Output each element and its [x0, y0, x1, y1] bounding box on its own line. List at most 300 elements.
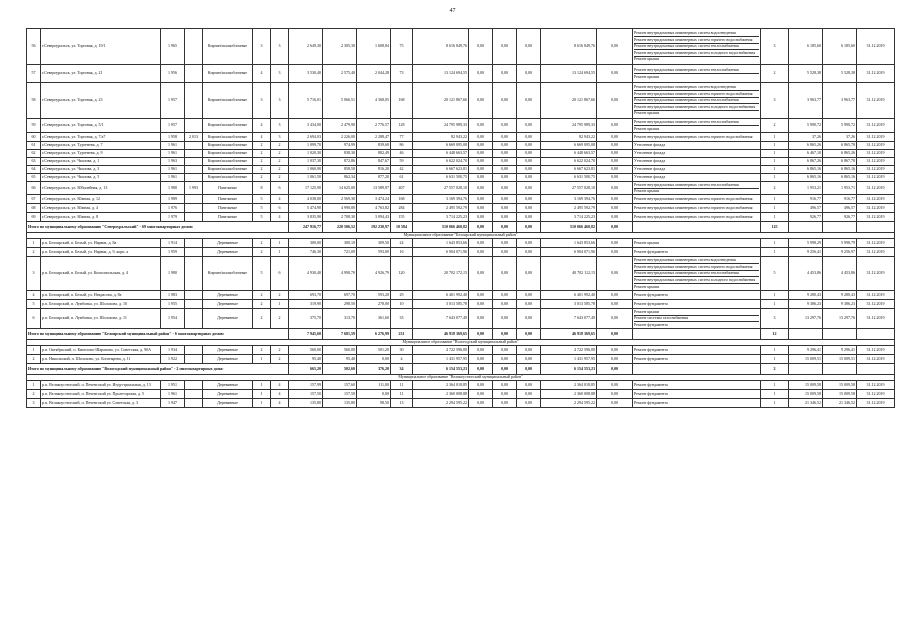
unit-cost-limit: 6 865,78	[823, 142, 857, 150]
works-count: 5	[761, 257, 789, 291]
cost-fund-1: 0,00	[469, 133, 493, 142]
address-cell: р.п. Никольский, п. Шолохово, ул. Богатырева, д. 11	[41, 354, 161, 363]
wall-material: Кирпич/шлакоблочные	[203, 142, 253, 150]
planned-date: 31.12.2019	[857, 195, 895, 204]
cost-owners: 2 364 018,85	[541, 380, 597, 389]
residents-count: 155	[391, 213, 413, 222]
total-s3: 192 230,97	[357, 222, 391, 233]
cost-other: 0,00	[597, 309, 633, 329]
works-list	[634, 347, 759, 353]
address-cell: г.Североуральск, ул. Торговая, д. 21	[41, 65, 161, 83]
cost-fund-2: 0,00	[493, 158, 517, 166]
premises-area: 2 288,47	[357, 133, 391, 142]
planned-date: 31.12.2019	[857, 257, 895, 291]
entrances-count: 2	[271, 345, 289, 354]
cost-other: 0,00	[597, 291, 633, 300]
cost-fund-1: 0,00	[469, 239, 493, 248]
total-s1: 247 916,77	[289, 222, 323, 233]
premises-area: 0,00	[357, 389, 391, 398]
cost-owners: 2 360 008,88	[541, 389, 597, 398]
planned-date: 31.12.2019	[857, 354, 895, 363]
table-body	[27, 29, 895, 408]
unit-cost: 9 256,41	[789, 248, 823, 257]
unit-cost-limit: 6 865,16	[823, 166, 857, 174]
floors-count: 8	[253, 182, 271, 195]
wall-material: Кирпич/шлакоблочные	[203, 29, 253, 65]
total-cost: 2 364 018,85	[413, 380, 469, 389]
planned-date: 31.12.2019	[857, 380, 895, 389]
address-cell: р.п. Белоярский, п. Лумбовка, ул. Шолохова, д. 10	[41, 300, 161, 309]
total-cost: 510 066 460,82	[413, 222, 469, 233]
unit-cost-limit: 6 867,78	[823, 158, 857, 166]
repair-works-list	[633, 158, 761, 166]
cost-other: 0,00	[597, 119, 633, 133]
wall-material: Деревянные	[203, 309, 253, 329]
residential-area: 858,50	[323, 166, 357, 174]
premises-area: 4 926,79	[357, 257, 391, 291]
work-item: Ремонт внутридомовых инженерных систем горячего водоснабжения	[634, 213, 753, 219]
cost-fund-3: 0,00	[517, 213, 541, 222]
address-cell: р.п. Великоустюгский, п. Печенгский ул. Индустриальная, д. 13	[41, 380, 161, 389]
row-number: 2	[27, 389, 41, 398]
year-last-repair	[185, 213, 203, 222]
floors-count: 5	[253, 257, 271, 291]
table-row	[27, 389, 895, 398]
address-cell: г.Североуральск, ул. Тургенева, д. 9	[41, 150, 161, 158]
year-last-repair	[185, 354, 203, 363]
total-s2: 502,60	[323, 363, 357, 374]
row-number: 63	[27, 158, 41, 166]
repair-works-list	[633, 213, 761, 222]
cost-fund-3: 0,00	[517, 257, 541, 291]
year-last-repair	[185, 83, 203, 119]
work-item: Ремонт крыши	[634, 283, 660, 289]
works-list	[634, 214, 759, 220]
cost-owners: 6 667 623,81	[541, 166, 597, 174]
total-c3: 0,00	[517, 328, 541, 339]
row-number: 65	[27, 174, 41, 182]
year-built: 1 956	[161, 65, 185, 83]
repair-works-list	[633, 133, 761, 142]
residential-area: 2 226,00	[323, 133, 357, 142]
total-area: 157,50	[289, 389, 323, 398]
table-row	[27, 257, 895, 291]
total-s3: 376,20	[357, 363, 391, 374]
table-row	[27, 182, 895, 195]
wall-material: Деревянные	[203, 389, 253, 398]
total-row	[27, 328, 895, 339]
address-cell: г.Североуральск, ул. Тургенева, д. 7	[41, 142, 161, 150]
cost-fund-1: 0,00	[469, 182, 493, 195]
works-list	[634, 391, 759, 397]
unit-cost-limit: 916,77	[823, 195, 857, 204]
unit-cost: 9 386,23	[789, 300, 823, 309]
row-number: 2	[27, 354, 41, 363]
year-built: 1 976	[161, 204, 185, 213]
total-c3: 0,00	[517, 222, 541, 233]
cost-fund-2: 0,00	[493, 142, 517, 150]
cost-fund-2: 0,00	[493, 133, 517, 142]
year-last-repair	[185, 150, 203, 158]
cost-fund-1: 0,00	[469, 142, 493, 150]
residents-count: 24	[391, 239, 413, 248]
wall-material: Кирпич/шлакоблочные	[203, 150, 253, 158]
total-c2: 0,00	[493, 363, 517, 374]
row-number: 3	[27, 398, 41, 407]
premises-area: 847,67	[357, 158, 391, 166]
wall-material: Деревянные	[203, 248, 253, 257]
total-cost: 3 714 225,23	[413, 213, 469, 222]
unit-cost: 3 963,77	[789, 83, 823, 119]
year-last-repair	[185, 166, 203, 174]
planned-date: 31.12.2019	[857, 29, 895, 65]
residential-area: 2 575,40	[323, 65, 357, 83]
unit-cost-limit: 21 346,52	[823, 398, 857, 407]
works-list	[634, 382, 759, 388]
section-title: Муниципальное образование "Великоустюгский муниципальный район"	[27, 374, 895, 380]
cost-fund-1: 0,00	[469, 398, 493, 407]
row-number: 64	[27, 166, 41, 174]
cost-fund-1: 0,00	[469, 204, 493, 213]
total-area: 2 649,30	[289, 29, 323, 65]
cost-fund-2: 0,00	[493, 150, 517, 158]
premises-area: 361,60	[357, 309, 391, 329]
total-area: 300,00	[289, 239, 323, 248]
total-empty-3	[857, 222, 895, 233]
total-cost: 2 360 008,88	[413, 389, 469, 398]
unit-cost-limit: 926,77	[823, 213, 857, 222]
unit-cost: 5 528,38	[789, 65, 823, 83]
cost-owners: 2 294 595,22	[541, 398, 597, 407]
total-area: 1 037,30	[289, 158, 323, 166]
cost-fund-3: 0,00	[517, 166, 541, 174]
repair-works-list	[633, 142, 761, 150]
unit-cost: 6 865,16	[789, 166, 823, 174]
total-cost: 6 631 500,75	[413, 174, 469, 182]
total-area: 1 060,90	[289, 166, 323, 174]
repair-works-list	[633, 291, 761, 300]
total-empty-3	[857, 363, 895, 374]
works-count: 1	[761, 213, 789, 222]
total-cost: 20 702 172,15	[413, 257, 469, 291]
cost-fund-1: 0,00	[469, 300, 493, 309]
unit-cost-limit: 6 865,16	[823, 174, 857, 182]
residential-area: 2 479,90	[323, 119, 357, 133]
work-item: Ремонт крыши	[634, 188, 660, 194]
row-number: 69	[27, 213, 41, 222]
work-item: Ремонт фундамента	[634, 390, 668, 396]
work-item: Ремонт внутридомовых инженерных систем теплоснабжения	[634, 271, 759, 278]
year-last-repair: 1 993	[185, 182, 203, 195]
entrances-count: 2	[271, 166, 289, 174]
total-s1: 7 945,60	[289, 328, 323, 339]
works-list	[634, 356, 759, 362]
premises-area: 593,00	[357, 248, 391, 257]
unit-cost: 4 453,86	[789, 257, 823, 291]
residential-area: 872,86	[323, 158, 357, 166]
cost-fund-3: 0,00	[517, 204, 541, 213]
works-list	[634, 67, 759, 79]
year-built: 1 961	[161, 150, 185, 158]
address-cell: г.Североуральск, ул. Чкалова, д. 3	[41, 166, 161, 174]
residents-count: 407	[391, 182, 413, 195]
unit-cost: 1 953,21	[789, 182, 823, 195]
works-count: 1	[761, 345, 789, 354]
row-number: 59	[27, 119, 41, 133]
row-number: 1	[27, 239, 41, 248]
total-cost: 1 643 853,66	[413, 239, 469, 248]
work-item: Ремонт внутридомовых инженерных систем холодного водоснабжения	[634, 50, 759, 57]
cost-fund-2: 0,00	[493, 182, 517, 195]
year-built: 1 989	[161, 195, 185, 204]
cost-fund-3: 0,00	[517, 195, 541, 204]
unit-cost-limit: 15 009,58	[823, 389, 857, 398]
cost-fund-2: 0,00	[493, 257, 517, 291]
cost-owners: 82 943,22	[541, 133, 597, 142]
cost-fund-1: 0,00	[469, 389, 493, 398]
cost-other: 0,00	[597, 300, 633, 309]
residents-count: 284	[391, 204, 413, 213]
unit-cost: 15 009,51	[789, 354, 823, 363]
residents-count: 46	[391, 150, 413, 158]
total-area: 3 530,40	[289, 65, 323, 83]
total-empty-1	[789, 363, 823, 374]
cost-fund-2: 0,00	[493, 354, 517, 363]
year-built: 1 947	[161, 398, 185, 407]
total-cost: 27 557 028,10	[413, 182, 469, 195]
cost-other: 0,00	[597, 83, 633, 119]
works-list	[634, 301, 759, 307]
cost-fund-3: 0,00	[517, 354, 541, 363]
year-built: 1 959	[161, 248, 185, 257]
total-area: 157,99	[289, 380, 323, 389]
year-built: 1 914	[161, 239, 185, 248]
total-label: Итого по муниципальному образованию "Вологодский муниципальный район" - 2 многоквартирных дома:	[27, 363, 289, 374]
residents-count: 86	[391, 142, 413, 150]
unit-cost-limit: 15 009,58	[823, 380, 857, 389]
work-item: Ремонт внутридомовых инженерных систем горячего водоснабжения	[634, 91, 759, 98]
premises-area: 4 763,82	[357, 204, 391, 213]
residents-count: 30	[391, 345, 413, 354]
total-area: 2 694,03	[289, 133, 323, 142]
total-s2: 220 506,52	[323, 222, 357, 233]
planned-date: 31.12.2019	[857, 248, 895, 257]
unit-cost-limit: 15 009,51	[823, 354, 857, 363]
unit-cost: 496,57	[789, 204, 823, 213]
repair-works-list	[633, 195, 761, 204]
address-cell: р.п. Белоярский, п. Белый, ул. Нарвик, д. 9, корп. а	[41, 248, 161, 257]
works-count: 1	[761, 389, 789, 398]
cost-fund-2: 0,00	[493, 29, 517, 65]
table-row	[27, 380, 895, 389]
residents-count: 120	[391, 257, 413, 291]
total-s3: 6 276,99	[357, 328, 391, 339]
entrances-count: 4	[271, 389, 289, 398]
work-item: Ремонт крыши	[634, 73, 660, 79]
work-item: Ремонт крыши	[634, 56, 660, 62]
floors-count: 4	[253, 65, 271, 83]
premises-area: 2 776,57	[357, 119, 391, 133]
year-last-repair	[185, 300, 203, 309]
work-item: Ремонт внутридомовых инженерных систем теплоснабжения	[634, 67, 759, 74]
residents-count: 168	[391, 195, 413, 204]
works-count: 1	[761, 398, 789, 407]
residential-area: 838,30	[323, 150, 357, 158]
year-last-repair	[185, 158, 203, 166]
repair-works-list	[633, 174, 761, 182]
table-row	[27, 239, 895, 248]
table-row	[27, 150, 895, 158]
cost-other: 0,00	[597, 29, 633, 65]
residential-area: 697,70	[323, 291, 357, 300]
premises-area: 13 589,97	[357, 182, 391, 195]
total-cost: 46 918 369,65	[413, 328, 469, 339]
residential-area: 721,09	[323, 248, 357, 257]
table-row	[27, 213, 895, 222]
works-list	[634, 205, 759, 211]
residents-count: 42	[391, 166, 413, 174]
cost-fund-1: 0,00	[469, 119, 493, 133]
works-count: 1	[761, 248, 789, 257]
total-cost: 6 669 095,08	[413, 142, 469, 150]
total-cost: 2 495 592,79	[413, 204, 469, 213]
entrances-count: 3	[271, 133, 289, 142]
cost-owners: 6 669 095,08	[541, 142, 597, 150]
address-cell: р.п. Белоярский, п. Белый, ул. Комсомольская, д. 4	[41, 257, 161, 291]
total-area: 135,80	[289, 398, 323, 407]
total-label: Итого по муниципальному образованию "Североуральский" - 69 многоквартирных домов:	[27, 222, 289, 233]
works-count: 1	[761, 354, 789, 363]
unit-cost-limit: 37,26	[823, 133, 857, 142]
floors-count: 2	[253, 345, 271, 354]
premises-area: 882,49	[357, 150, 391, 158]
residents-count: 13	[391, 398, 413, 407]
repair-works-list	[633, 248, 761, 257]
section-title: Муниципальное образование "Белоярский муниципальный район"	[27, 233, 895, 239]
premises-area: 816,20	[357, 166, 391, 174]
table-row	[27, 195, 895, 204]
work-item: Утепление фасада	[634, 158, 666, 164]
floors-count: 1	[253, 389, 271, 398]
address-cell: г.Североуральск, ул. Южная, д. 4	[41, 204, 161, 213]
floors-count: 3	[253, 83, 271, 119]
address-cell: г.Североуральск, ул. Торговая, д. 7/а7	[41, 133, 161, 142]
floors-count: 2	[253, 158, 271, 166]
cost-fund-1: 0,00	[469, 309, 493, 329]
wall-material: Кирпич/шлакоблочные	[203, 83, 253, 119]
year-built: 1 980	[161, 257, 185, 291]
row-number: 4	[27, 291, 41, 300]
cost-fund-2: 0,00	[493, 204, 517, 213]
floors-count: 1	[253, 354, 271, 363]
residents-count: 128	[391, 119, 413, 133]
cost-fund-3: 0,00	[517, 65, 541, 83]
address-cell: г.Североуральск, ул. Чкалова, д. 5	[41, 174, 161, 182]
planned-date: 31.12.2019	[857, 83, 895, 119]
unit-cost: 9 296,41	[789, 345, 823, 354]
cost-other: 0,00	[597, 166, 633, 174]
floors-count: 1	[253, 380, 271, 389]
works-count: 1	[761, 239, 789, 248]
year-built: 1 934	[161, 345, 185, 354]
works-count: 3	[761, 29, 789, 65]
year-last-repair	[185, 248, 203, 257]
cost-owners: 6 401 992,40	[541, 291, 597, 300]
work-item: Ремонт внутридомовых инженерных систем теплоснабжения	[634, 44, 759, 51]
unit-cost-limit: 5 998,79	[823, 239, 857, 248]
premises-area: 593,20	[357, 291, 391, 300]
page-number: 47	[449, 8, 456, 14]
works-count: 1	[761, 133, 789, 142]
planned-date: 31.12.2019	[857, 300, 895, 309]
unit-cost: 916,77	[789, 195, 823, 204]
row-number: 56	[27, 29, 41, 65]
cost-fund-1: 0,00	[469, 248, 493, 257]
work-item: Ремонт фундамента	[634, 248, 668, 254]
wall-material: Кирпич/шлакоблочные	[203, 65, 253, 83]
total-area: 4 930,40	[289, 257, 323, 291]
total-c4: 6 154 553,23	[541, 363, 597, 374]
unit-cost: 926,77	[789, 213, 823, 222]
residents-count: 75	[391, 29, 413, 65]
year-built: 1 979	[161, 213, 185, 222]
cost-other: 0,00	[597, 345, 633, 354]
planned-date: 31.12.2019	[857, 174, 895, 182]
works-list	[634, 292, 759, 298]
premises-area: 3 094,43	[357, 213, 391, 222]
total-cost: 3 013 585,78	[413, 300, 469, 309]
unit-cost: 9 280,43	[789, 291, 823, 300]
repair-works-list	[633, 204, 761, 213]
cost-owners: 3 169 394,76	[541, 195, 597, 204]
works-count: 2	[761, 65, 789, 83]
repair-works-list	[633, 345, 761, 354]
cost-fund-3: 0,00	[517, 29, 541, 65]
residents-count: 59	[391, 158, 413, 166]
planned-date: 31.12.2019	[857, 166, 895, 174]
cost-fund-2: 0,00	[493, 300, 517, 309]
entrances-count: 4	[271, 380, 289, 389]
entrances-count: 3	[271, 83, 289, 119]
cost-fund-2: 0,00	[493, 309, 517, 329]
row-number: 6	[27, 309, 41, 329]
entrances-count: 3	[271, 65, 289, 83]
planned-date: 31.12.2019	[857, 65, 895, 83]
planned-date: 31.12.2019	[857, 150, 895, 158]
planned-date: 31.12.2019	[857, 345, 895, 354]
total-c2: 0,00	[493, 328, 517, 339]
total-cost: 6 622 024,70	[413, 158, 469, 166]
year-last-repair: 2 013	[185, 133, 203, 142]
cost-other: 0,00	[597, 142, 633, 150]
total-area: 5 474,90	[289, 204, 323, 213]
total-label: Итого по муниципальному образованию "Белоярский муниципальный район" - 6 многоквартирных домов:	[27, 328, 289, 339]
floors-count: 2	[253, 300, 271, 309]
premises-area: 3 474,24	[357, 195, 391, 204]
work-item: Ремонт внутридомовых инженерных систем горячего водоснабжения	[634, 264, 759, 271]
unit-cost-limit: 9 280,43	[823, 291, 857, 300]
entrances-count: 6	[271, 182, 289, 195]
total-area: 3 434,00	[289, 119, 323, 133]
total-res: 231	[391, 328, 413, 339]
cost-owners: 6 448 663,57	[541, 150, 597, 158]
cost-owners: 40 702 112,15	[541, 257, 597, 291]
year-last-repair	[185, 174, 203, 182]
total-area: 3 835,90	[289, 213, 323, 222]
total-cost: 8 616 849,76	[413, 29, 469, 65]
entrances-count: 4	[271, 398, 289, 407]
cost-owners: 1 431 957,95	[541, 354, 597, 363]
